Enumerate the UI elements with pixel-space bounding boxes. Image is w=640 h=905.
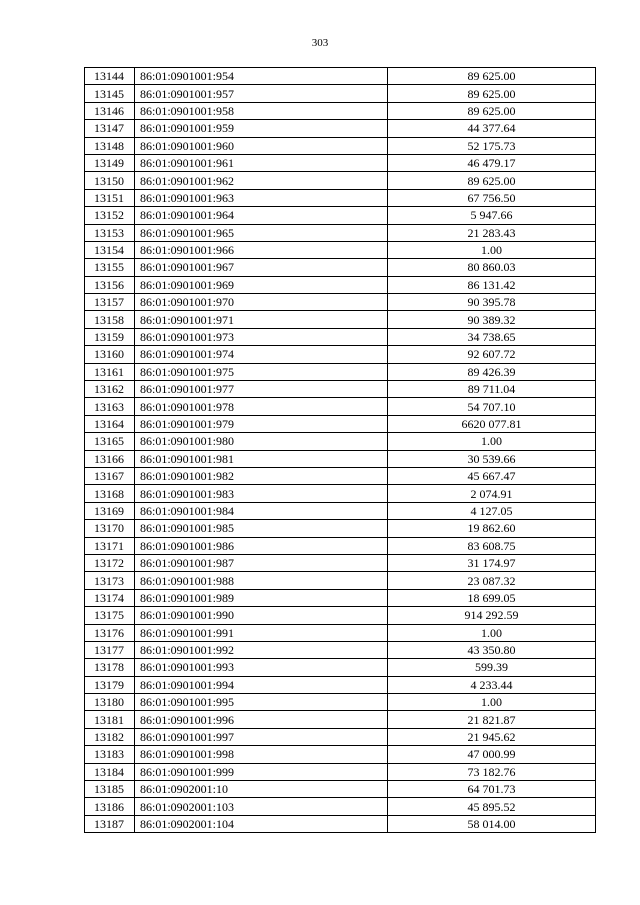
cadastral-value: 19 862.60 <box>388 520 596 537</box>
cadastral-number: 86:01:0901001:979 <box>135 415 388 432</box>
table-row <box>85 815 596 832</box>
cadastral-value: 89 625.00 <box>388 102 596 119</box>
table-row <box>85 241 596 258</box>
row-number: 13147 <box>85 120 135 137</box>
table-row <box>85 798 596 815</box>
cadastral-number: 86:01:0902001:104 <box>135 815 388 832</box>
table-row <box>85 381 596 398</box>
cadastral-number: 86:01:0901001:954 <box>135 68 388 85</box>
cadastral-value: 43 350.80 <box>388 641 596 658</box>
cadastral-value: 21 821.87 <box>388 711 596 728</box>
cadastral-value: 4 233.44 <box>388 676 596 693</box>
table-row <box>85 68 596 85</box>
row-number: 13156 <box>85 276 135 293</box>
table-row <box>85 328 596 345</box>
row-number: 13166 <box>85 450 135 467</box>
cadastral-value: 90 389.32 <box>388 311 596 328</box>
cadastral-number: 86:01:0901001:992 <box>135 641 388 658</box>
table-row <box>85 572 596 589</box>
table-row <box>85 189 596 206</box>
table-row <box>85 102 596 119</box>
cadastral-value-table <box>84 67 596 833</box>
table-row <box>85 589 596 606</box>
cadastral-number: 86:01:0901001:989 <box>135 589 388 606</box>
row-number: 13176 <box>85 624 135 641</box>
cadastral-number: 86:01:0901001:982 <box>135 467 388 484</box>
cadastral-number: 86:01:0901001:991 <box>135 624 388 641</box>
row-number: 13170 <box>85 520 135 537</box>
table-row <box>85 224 596 241</box>
row-number: 13169 <box>85 502 135 519</box>
cadastral-number: 86:01:0901001:985 <box>135 520 388 537</box>
cadastral-value: 80 860.03 <box>388 259 596 276</box>
table-row <box>85 694 596 711</box>
cadastral-value: 86 131.42 <box>388 276 596 293</box>
cadastral-value: 89 625.00 <box>388 68 596 85</box>
cadastral-number: 86:01:0901001:957 <box>135 85 388 102</box>
table-row <box>85 207 596 224</box>
cadastral-value: 6620 077.81 <box>388 415 596 432</box>
row-number: 13155 <box>85 259 135 276</box>
cadastral-value: 52 175.73 <box>388 137 596 154</box>
row-number: 13181 <box>85 711 135 728</box>
table-row <box>85 137 596 154</box>
cadastral-number: 86:01:0901001:973 <box>135 328 388 345</box>
table-row <box>85 485 596 502</box>
cadastral-number: 86:01:0901001:961 <box>135 154 388 171</box>
table-row <box>85 450 596 467</box>
cadastral-number: 86:01:0901001:974 <box>135 346 388 363</box>
cadastral-number: 86:01:0901001:960 <box>135 137 388 154</box>
cadastral-number: 86:01:0901001:990 <box>135 607 388 624</box>
cadastral-value: 5 947.66 <box>388 207 596 224</box>
page-number: 303 <box>311 37 329 49</box>
cadastral-number: 86:01:0901001:999 <box>135 763 388 780</box>
row-number: 13154 <box>85 241 135 258</box>
table-row <box>85 467 596 484</box>
cadastral-number: 86:01:0901001:958 <box>135 102 388 119</box>
cadastral-number: 86:01:0901001:993 <box>135 659 388 676</box>
table-row <box>85 85 596 102</box>
table-row <box>85 311 596 328</box>
cadastral-value: 92 607.72 <box>388 346 596 363</box>
table-row <box>85 120 596 137</box>
row-number: 13172 <box>85 554 135 571</box>
cadastral-value: 21 283.43 <box>388 224 596 241</box>
cadastral-value: 46 479.17 <box>388 154 596 171</box>
table-row <box>85 172 596 189</box>
table-row <box>85 763 596 780</box>
cadastral-number: 86:01:0901001:988 <box>135 572 388 589</box>
table-row <box>85 520 596 537</box>
cadastral-number: 86:01:0901001:965 <box>135 224 388 241</box>
row-number: 13165 <box>85 433 135 450</box>
row-number: 13146 <box>85 102 135 119</box>
table-row <box>85 641 596 658</box>
cadastral-value: 23 087.32 <box>388 572 596 589</box>
table-row <box>85 154 596 171</box>
cadastral-number: 86:01:0901001:959 <box>135 120 388 137</box>
row-number: 13171 <box>85 537 135 554</box>
table-row <box>85 728 596 745</box>
cadastral-value: 31 174.97 <box>388 554 596 571</box>
cadastral-number: 86:01:0901001:981 <box>135 450 388 467</box>
row-number: 13174 <box>85 589 135 606</box>
table-body <box>85 68 596 833</box>
row-number: 13167 <box>85 467 135 484</box>
cadastral-number: 86:01:0902001:103 <box>135 798 388 815</box>
table-row <box>85 624 596 641</box>
table-row <box>85 363 596 380</box>
row-number: 13186 <box>85 798 135 815</box>
cadastral-number: 86:01:0901001:996 <box>135 711 388 728</box>
row-number: 13185 <box>85 781 135 798</box>
table-row <box>85 711 596 728</box>
cadastral-value: 54 707.10 <box>388 398 596 415</box>
cadastral-value: 1.00 <box>388 433 596 450</box>
row-number: 13182 <box>85 728 135 745</box>
cadastral-value: 45 667.47 <box>388 467 596 484</box>
cadastral-value: 2 074.91 <box>388 485 596 502</box>
cadastral-value: 44 377.64 <box>388 120 596 137</box>
row-number: 13144 <box>85 68 135 85</box>
cadastral-value: 73 182.76 <box>388 763 596 780</box>
cadastral-number: 86:01:0901001:977 <box>135 381 388 398</box>
row-number: 13161 <box>85 363 135 380</box>
cadastral-number: 86:01:0901001:984 <box>135 502 388 519</box>
table-row <box>85 502 596 519</box>
table-row <box>85 415 596 432</box>
cadastral-value: 89 426.39 <box>388 363 596 380</box>
table-row <box>85 659 596 676</box>
row-number: 13150 <box>85 172 135 189</box>
cadastral-number: 86:01:0901001:963 <box>135 189 388 206</box>
cadastral-value: 914 292.59 <box>388 607 596 624</box>
row-number: 13148 <box>85 137 135 154</box>
cadastral-number: 86:01:0901001:980 <box>135 433 388 450</box>
row-number: 13153 <box>85 224 135 241</box>
cadastral-value: 45 895.52 <box>388 798 596 815</box>
row-number: 13164 <box>85 415 135 432</box>
row-number: 13187 <box>85 815 135 832</box>
cadastral-number: 86:01:0901001:966 <box>135 241 388 258</box>
cadastral-value: 83 608.75 <box>388 537 596 554</box>
cadastral-number: 86:01:0902001:10 <box>135 781 388 798</box>
row-number: 13168 <box>85 485 135 502</box>
cadastral-value: 67 756.50 <box>388 189 596 206</box>
cadastral-value: 89 625.00 <box>388 85 596 102</box>
cadastral-number: 86:01:0901001:994 <box>135 676 388 693</box>
table-row <box>85 607 596 624</box>
table-row <box>85 676 596 693</box>
row-number: 13149 <box>85 154 135 171</box>
cadastral-number: 86:01:0901001:970 <box>135 294 388 311</box>
table-row <box>85 398 596 415</box>
cadastral-number: 86:01:0901001:997 <box>135 728 388 745</box>
cadastral-value: 30 539.66 <box>388 450 596 467</box>
row-number: 13183 <box>85 746 135 763</box>
cadastral-number: 86:01:0901001:969 <box>135 276 388 293</box>
table-row <box>85 294 596 311</box>
row-number: 13157 <box>85 294 135 311</box>
cadastral-number: 86:01:0901001:995 <box>135 694 388 711</box>
cadastral-number: 86:01:0901001:971 <box>135 311 388 328</box>
cadastral-number: 86:01:0901001:975 <box>135 363 388 380</box>
cadastral-number: 86:01:0901001:987 <box>135 554 388 571</box>
cadastral-value: 90 395.78 <box>388 294 596 311</box>
cadastral-value: 1.00 <box>388 624 596 641</box>
row-number: 13152 <box>85 207 135 224</box>
row-number: 13178 <box>85 659 135 676</box>
cadastral-value: 1.00 <box>388 694 596 711</box>
cadastral-number: 86:01:0901001:998 <box>135 746 388 763</box>
row-number: 13184 <box>85 763 135 780</box>
cadastral-number: 86:01:0901001:983 <box>135 485 388 502</box>
cadastral-value: 18 699.05 <box>388 589 596 606</box>
cadastral-value: 34 738.65 <box>388 328 596 345</box>
table-row <box>85 537 596 554</box>
cadastral-number: 86:01:0901001:967 <box>135 259 388 276</box>
cadastral-value: 21 945.62 <box>388 728 596 745</box>
table-row <box>85 554 596 571</box>
table-row <box>85 346 596 363</box>
table-row <box>85 433 596 450</box>
cadastral-value: 64 701.73 <box>388 781 596 798</box>
cadastral-value: 1.00 <box>388 241 596 258</box>
cadastral-value: 58 014.00 <box>388 815 596 832</box>
row-number: 13177 <box>85 641 135 658</box>
row-number: 13151 <box>85 189 135 206</box>
cadastral-number: 86:01:0901001:964 <box>135 207 388 224</box>
row-number: 13163 <box>85 398 135 415</box>
row-number: 13180 <box>85 694 135 711</box>
cadastral-number: 86:01:0901001:978 <box>135 398 388 415</box>
table-row <box>85 259 596 276</box>
row-number: 13158 <box>85 311 135 328</box>
row-number: 13162 <box>85 381 135 398</box>
row-number: 13145 <box>85 85 135 102</box>
row-number: 13173 <box>85 572 135 589</box>
cadastral-value: 89 711.04 <box>388 381 596 398</box>
cadastral-value: 599.39 <box>388 659 596 676</box>
table-row <box>85 276 596 293</box>
row-number: 13160 <box>85 346 135 363</box>
cadastral-number: 86:01:0901001:986 <box>135 537 388 554</box>
row-number: 13179 <box>85 676 135 693</box>
table-row <box>85 746 596 763</box>
cadastral-value: 47 000.99 <box>388 746 596 763</box>
row-number: 13175 <box>85 607 135 624</box>
cadastral-value: 4 127.05 <box>388 502 596 519</box>
table-row <box>85 781 596 798</box>
cadastral-number: 86:01:0901001:962 <box>135 172 388 189</box>
cadastral-value: 89 625.00 <box>388 172 596 189</box>
row-number: 13159 <box>85 328 135 345</box>
